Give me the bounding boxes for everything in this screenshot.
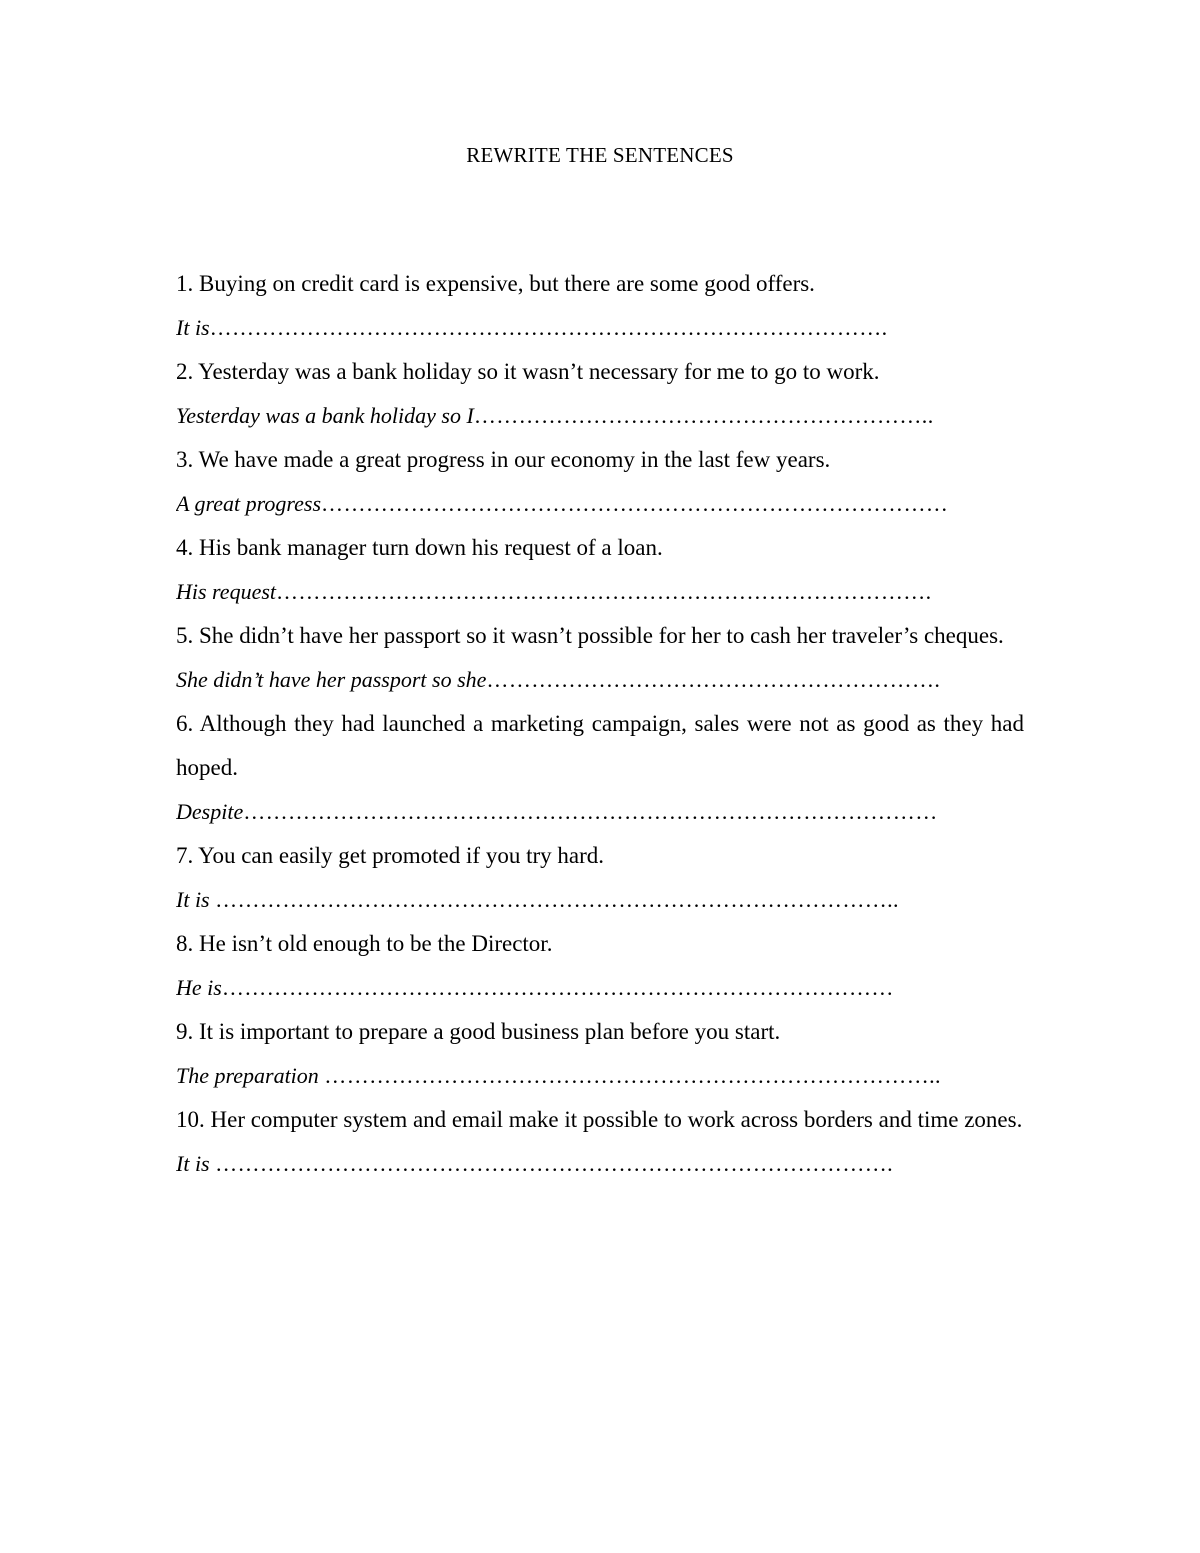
exercise-item xyxy=(176,1010,1024,1098)
answer-prompt: The preparation xyxy=(176,1063,325,1088)
answer-blank[interactable]: ……………………………………………………………………….. xyxy=(324,1063,941,1088)
answer-line[interactable] xyxy=(176,394,1024,438)
answer-prompt: It is xyxy=(176,315,210,340)
exercise-item xyxy=(176,834,1024,922)
question-text: 10. Her computer system and email make it possible to work across borders and time zones. xyxy=(176,1107,1023,1132)
question-text: 7. You can easily get promoted if you try hard. xyxy=(176,843,604,868)
answer-blank[interactable]: ……………………………………………………. xyxy=(486,667,941,692)
exercise-item xyxy=(176,438,1024,526)
exercise-item xyxy=(176,1098,1024,1186)
question-text: 6. Although they had launched a marketing campaign, sales were not as good as they had hoped. xyxy=(176,711,1024,780)
exercise-item xyxy=(176,526,1024,614)
answer-prompt: His request xyxy=(176,579,277,604)
answer-line[interactable] xyxy=(176,658,1024,702)
answer-prompt: He is xyxy=(176,975,222,1000)
answer-blank[interactable]: ……………………………………………………………………………… xyxy=(221,975,894,1000)
answer-line[interactable] xyxy=(176,1142,1024,1186)
answer-prompt: She didn’t have her passport so she xyxy=(176,667,487,692)
answer-prompt: It is xyxy=(176,887,216,912)
answer-line[interactable] xyxy=(176,790,1024,834)
question-text: 3. We have made a great progress in our economy in the last few years. xyxy=(176,447,831,472)
answer-line[interactable] xyxy=(176,306,1024,350)
answer-line[interactable] xyxy=(176,966,1024,1010)
answer-line[interactable] xyxy=(176,482,1024,526)
answer-line[interactable] xyxy=(176,570,1024,614)
answer-prompt: Yesterday was a bank holiday so I xyxy=(176,403,474,428)
answer-blank[interactable]: ……………………………………………………………………………. xyxy=(276,579,932,604)
page-title: REWRITE THE SENTENCES xyxy=(466,143,734,167)
answer-blank[interactable]: ……………………………………………………………………………….. xyxy=(215,887,899,912)
question-text: 1. Buying on credit card is expensive, but there are some good offers. xyxy=(176,271,815,296)
answer-line[interactable] xyxy=(176,1054,1024,1098)
answer-blank[interactable]: ………………………………………………………………………………… xyxy=(243,799,938,824)
exercise-item xyxy=(176,922,1024,1010)
exercise-item xyxy=(176,614,1024,702)
exercise-item xyxy=(176,702,1024,834)
answer-blank[interactable]: ………………………………………………………………………………. xyxy=(209,315,888,340)
answer-blank[interactable]: ………………………………………………………………………………. xyxy=(215,1151,894,1176)
answer-prompt: Despite xyxy=(176,799,244,824)
exercise-item xyxy=(176,350,1024,438)
question-text: 2. Yesterday was a bank holiday so it wasn’t necessary for me to go to work. xyxy=(176,359,880,384)
answer-blank[interactable]: ………………………………………………………………………… xyxy=(321,491,949,516)
answer-prompt: It is xyxy=(176,1151,216,1176)
answer-prompt: A great progress xyxy=(176,491,322,516)
question-text: 4. His bank manager turn down his request of a loan. xyxy=(176,535,663,560)
answer-line[interactable] xyxy=(176,878,1024,922)
question-text: 9. It is important to prepare a good business plan before you start. xyxy=(176,1019,781,1044)
question-text: 5. She didn’t have her passport so it wasn’t possible for her to cash her traveler’s cheques. xyxy=(176,623,1004,648)
question-text: 8. He isn’t old enough to be the Director. xyxy=(176,931,553,956)
answer-blank[interactable]: …………………………………………………….. xyxy=(473,403,934,428)
exercise-item xyxy=(176,262,1024,350)
exercise-list xyxy=(176,262,1024,1186)
